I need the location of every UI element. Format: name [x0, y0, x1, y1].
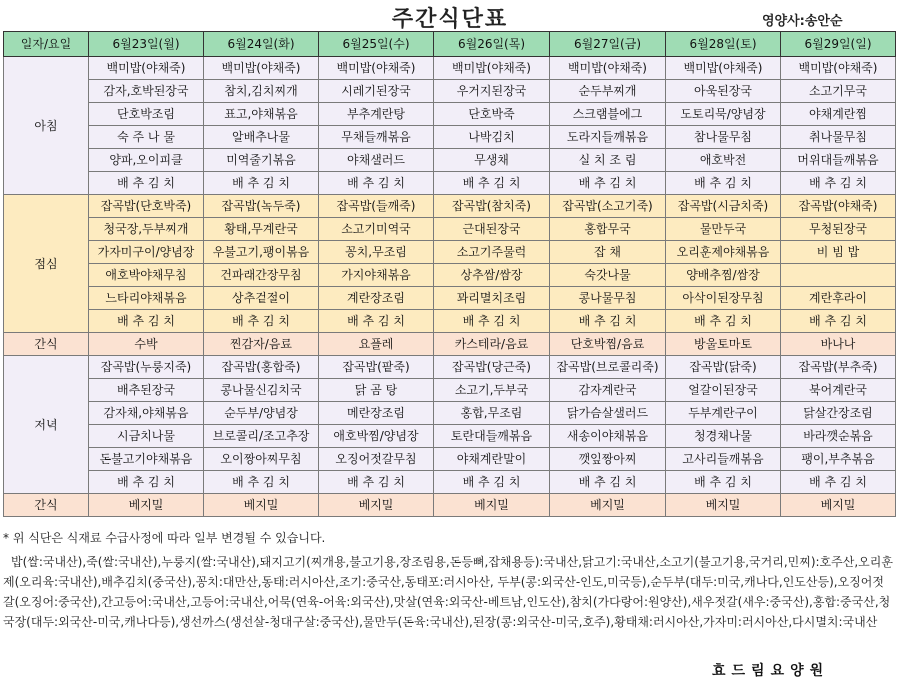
dinner-row	[4, 448, 896, 471]
menu-cell: 배 추 김 치	[204, 310, 319, 333]
menu-cell: 베지밀	[666, 494, 781, 517]
menu-cell: 잡곡밥(단호박죽)	[89, 195, 204, 218]
weekly-menu-table	[3, 31, 896, 517]
menu-cell: 방울토마토	[666, 333, 781, 356]
dinner-row	[4, 379, 896, 402]
menu-cell: 야채샐러드	[319, 149, 434, 172]
menu-cell: 잡곡밥(부추죽)	[781, 356, 896, 379]
menu-cell: 백미밥(야채죽)	[434, 57, 550, 80]
day-header: 6월25일(수)	[319, 32, 434, 57]
menu-cell: 베지밀	[204, 494, 319, 517]
menu-cell: 바나나	[781, 333, 896, 356]
menu-cell: 배추된장국	[89, 379, 204, 402]
menu-cell: 브로콜리/조고추장	[204, 425, 319, 448]
menu-cell: 소고기주물럭	[434, 241, 550, 264]
menu-cell: 잡곡밥(소고기죽)	[550, 195, 666, 218]
facility-name: 효드림요양원	[712, 663, 830, 679]
menu-cell: 오리훈제야채볶음	[666, 241, 781, 264]
menu-cell: 잡 채	[550, 241, 666, 264]
menu-cell: 순두부/양념장	[204, 402, 319, 425]
menu-cell: 배 추 김 치	[666, 310, 781, 333]
menu-cell: 카스테라/음료	[434, 333, 550, 356]
menu-cell: 배 추 김 치	[204, 172, 319, 195]
menu-cell: 배 추 김 치	[434, 471, 550, 494]
breakfast-row	[4, 149, 896, 172]
day-header: 6월24일(화)	[204, 32, 319, 57]
menu-cell: 황태,무계란국	[204, 218, 319, 241]
menu-cell: 홍합,무조림	[434, 402, 550, 425]
menu-cell: 계란후라이	[781, 287, 896, 310]
snack-row	[4, 333, 896, 356]
breakfast-row	[4, 126, 896, 149]
menu-cell: 꽁치,무조림	[319, 241, 434, 264]
nutritionist-label: 영양사:송안순	[762, 14, 843, 29]
meal-label: 점심	[4, 195, 89, 333]
menu-cell: 백미밥(야채죽)	[666, 57, 781, 80]
menu-cell: 나박김치	[434, 126, 550, 149]
menu-cell: 새송이야채볶음	[550, 425, 666, 448]
meal-label: 간식	[4, 333, 89, 356]
menu-cell: 참나물무침	[666, 126, 781, 149]
menu-cell: 배 추 김 치	[781, 172, 896, 195]
menu-cell: 소고기무국	[781, 80, 896, 103]
menu-cell: 비 빔 밥	[781, 241, 896, 264]
meal-label: 저녁	[4, 356, 89, 494]
menu-cell: 팽이,부추볶음	[781, 448, 896, 471]
menu-cell: 우불고기,팽이볶음	[204, 241, 319, 264]
menu-cell: 표고,야채볶음	[204, 103, 319, 126]
menu-cell: 잡곡밥(브로콜리죽)	[550, 356, 666, 379]
menu-cell: 고사리들깨볶음	[666, 448, 781, 471]
menu-cell: 깻잎짱아찌	[550, 448, 666, 471]
menu-cell: 시금치나물	[89, 425, 204, 448]
menu-cell: 야채계란찜	[781, 103, 896, 126]
menu-cell: 건파래간장무침	[204, 264, 319, 287]
menu-cell: 배 추 김 치	[666, 172, 781, 195]
menu-cell: 오이짱아찌무침	[204, 448, 319, 471]
menu-cell: 배 추 김 치	[781, 310, 896, 333]
menu-cell: 두부계란구이	[666, 402, 781, 425]
menu-cell: 실 치 조 림	[550, 149, 666, 172]
menu-cell: 배 추 김 치	[319, 172, 434, 195]
menu-cell: 잡곡밥(녹두죽)	[204, 195, 319, 218]
menu-cell: 백미밥(야채죽)	[89, 57, 204, 80]
menu-cell: 느타리야채볶음	[89, 287, 204, 310]
menu-cell: 감자,호박된장국	[89, 80, 204, 103]
menu-cell: 배 추 김 치	[434, 310, 550, 333]
menu-cell: 백미밥(야채죽)	[781, 57, 896, 80]
menu-cell: 찐감자/음료	[204, 333, 319, 356]
menu-cell	[781, 264, 896, 287]
menu-cell: 잡곡밥(누룽지죽)	[89, 356, 204, 379]
corner-cell: 일자/요일	[4, 32, 89, 57]
menu-cell: 숙 주 나 물	[89, 126, 204, 149]
menu-cell: 잡곡밥(홍합죽)	[204, 356, 319, 379]
menu-cell: 물만두국	[666, 218, 781, 241]
menu-cell: 홍합무국	[550, 218, 666, 241]
menu-cell: 부추계란탕	[319, 103, 434, 126]
menu-cell: 단호박조림	[89, 103, 204, 126]
menu-cell: 돈불고기야채볶음	[89, 448, 204, 471]
menu-cell: 순두부찌개	[550, 80, 666, 103]
menu-cell: 애호박야채무침	[89, 264, 204, 287]
menu-cell: 숙갓나물	[550, 264, 666, 287]
change-notice: * 위 식단은 식재료 수급사정에 따라 일부 변경될 수 있습니다.	[3, 531, 326, 545]
page-title: 주간식단표	[391, 7, 509, 32]
menu-cell: 백미밥(야채죽)	[319, 57, 434, 80]
menu-cell: 배 추 김 치	[550, 310, 666, 333]
menu-cell: 감자계란국	[550, 379, 666, 402]
day-header: 6월28일(토)	[666, 32, 781, 57]
lunch-row	[4, 195, 896, 218]
menu-cell: 잡곡밥(참치죽)	[434, 195, 550, 218]
menu-cell: 단호박죽	[434, 103, 550, 126]
menu-cell: 배 추 김 치	[666, 471, 781, 494]
lunch-row	[4, 264, 896, 287]
menu-cell: 오징어젓갈무침	[319, 448, 434, 471]
menu-cell: 배 추 김 치	[319, 471, 434, 494]
menu-cell: 배 추 김 치	[89, 172, 204, 195]
menu-cell: 잡곡밥(팥죽)	[319, 356, 434, 379]
dinner-row	[4, 425, 896, 448]
menu-cell: 배 추 김 치	[550, 471, 666, 494]
dinner-row	[4, 356, 896, 379]
menu-cell: 메란장조림	[319, 402, 434, 425]
menu-cell: 배 추 김 치	[204, 471, 319, 494]
menu-cell: 잡곡밥(닭죽)	[666, 356, 781, 379]
menu-cell: 닭가슴살샐러드	[550, 402, 666, 425]
menu-cell: 야채계란말이	[434, 448, 550, 471]
menu-cell: 배 추 김 치	[319, 310, 434, 333]
menu-cell: 참치,김치찌개	[204, 80, 319, 103]
menu-cell: 잡곡밥(시금치죽)	[666, 195, 781, 218]
menu-cell: 시레기된장국	[319, 80, 434, 103]
menu-cell: 배 추 김 치	[89, 471, 204, 494]
menu-cell: 애호박전	[666, 149, 781, 172]
menu-cell: 머위대들깨볶음	[781, 149, 896, 172]
menu-cell: 수박	[89, 333, 204, 356]
menu-cell: 청국장,두부찌개	[89, 218, 204, 241]
menu-cell: 백미밥(야채죽)	[550, 57, 666, 80]
menu-cell: 아삭이된장무침	[666, 287, 781, 310]
menu-cell: 토란대들깨볶음	[434, 425, 550, 448]
menu-body	[4, 32, 896, 517]
menu-cell: 배 추 김 치	[434, 172, 550, 195]
menu-cell: 요플레	[319, 333, 434, 356]
lunch-row	[4, 287, 896, 310]
menu-cell: 도토리묵/양념장	[666, 103, 781, 126]
menu-cell: 근대된장국	[434, 218, 550, 241]
menu-cell: 배 추 김 치	[89, 310, 204, 333]
day-header: 6월29일(일)	[781, 32, 896, 57]
menu-cell: 알배추나물	[204, 126, 319, 149]
menu-cell: 청경채나물	[666, 425, 781, 448]
menu-cell: 감자채,야채볶음	[89, 402, 204, 425]
dinner-row	[4, 471, 896, 494]
menu-cell: 얼갈이된장국	[666, 379, 781, 402]
menu-cell: 베지밀	[434, 494, 550, 517]
menu-cell: 가지야채볶음	[319, 264, 434, 287]
menu-cell: 배 추 김 치	[781, 471, 896, 494]
menu-cell: 꽈리멸치조림	[434, 287, 550, 310]
dinner-row	[4, 402, 896, 425]
menu-cell: 미역줄기볶음	[204, 149, 319, 172]
menu-cell: 베지밀	[89, 494, 204, 517]
origin-info: 밥(쌀:국내산),죽(쌀:국내산),누룽지(쌀:국내산),돼지고기(찌개용,불고기용,장조림용,돈등뼈,잡채용등):국내산,닭고기:국내산,소고기(불고기용,국거리,민찌):호주산,오리훈제(오리육:국내산),배추김치(중국산),꽁치:대만산,동태:러시아산,조기:중국산,동태포:러시아산, 두부(콩:외국산-인도,미국등),순두부(대두:미국,캐나다,인도산등),오징어젓갈(오징어:중국산),간고등어:국내산,고등어:국내산,어묵(연육-어육:외국산),맛살(연육:외국산-베트남,인도산),참치(가다랑어:원양산),새우젓갈(새우:중국산),홍합:중국산,청국장(대두:외국산-미국,캐나다등),생선까스(생선살-청대구살:중국산),물만두(돈육:국내산),된장(콩:외국산-미국,호주),황태채:러시아산,가자미:러시아산,다시멸치:국내산	[3, 555, 893, 629]
menu-cell: 베지밀	[550, 494, 666, 517]
menu-cell: 무청된장국	[781, 218, 896, 241]
menu-cell: 백미밥(야채죽)	[204, 57, 319, 80]
menu-cell: 바라깻순볶음	[781, 425, 896, 448]
menu-cell: 닭 곰 탕	[319, 379, 434, 402]
menu-cell: 양배추찜/쌈장	[666, 264, 781, 287]
day-header: 6월26일(목)	[434, 32, 550, 57]
menu-cell: 배 추 김 치	[550, 172, 666, 195]
menu-cell: 소고기,두부국	[434, 379, 550, 402]
menu-cell: 취나물무침	[781, 126, 896, 149]
menu-cell: 상추쌈/쌈장	[434, 264, 550, 287]
menu-cell: 단호박찜/음료	[550, 333, 666, 356]
menu-cell: 북어계란국	[781, 379, 896, 402]
header-row	[4, 32, 896, 57]
lunch-row	[4, 218, 896, 241]
lunch-row	[4, 241, 896, 264]
meal-label: 아침	[4, 57, 89, 195]
breakfast-row	[4, 57, 896, 80]
day-header: 6월27일(금)	[550, 32, 666, 57]
menu-cell: 아욱된장국	[666, 80, 781, 103]
menu-cell: 닭살간장조림	[781, 402, 896, 425]
menu-cell: 우거지된장국	[434, 80, 550, 103]
menu-cell: 콩나물신김치국	[204, 379, 319, 402]
menu-cell: 잡곡밥(들깨죽)	[319, 195, 434, 218]
menu-cell: 무채들깨볶음	[319, 126, 434, 149]
menu-cell: 상추겉절이	[204, 287, 319, 310]
menu-cell: 베지밀	[319, 494, 434, 517]
breakfast-row	[4, 103, 896, 126]
menu-cell: 양파,오이피클	[89, 149, 204, 172]
lunch-row	[4, 310, 896, 333]
menu-cell: 콩나물무침	[550, 287, 666, 310]
menu-cell: 베지밀	[781, 494, 896, 517]
menu-cell: 소고기미역국	[319, 218, 434, 241]
menu-cell: 가자미구이/양념장	[89, 241, 204, 264]
menu-cell: 도라지들깨볶음	[550, 126, 666, 149]
day-header: 6월23일(월)	[89, 32, 204, 57]
menu-cell: 잡곡밥(당근죽)	[434, 356, 550, 379]
meal-label: 간식	[4, 494, 89, 517]
menu-cell: 애호박찜/양념장	[319, 425, 434, 448]
snack2-row	[4, 494, 896, 517]
menu-cell: 무생채	[434, 149, 550, 172]
menu-cell: 계란장조림	[319, 287, 434, 310]
menu-cell: 스크램블에그	[550, 103, 666, 126]
menu-cell: 잡곡밥(야채죽)	[781, 195, 896, 218]
breakfast-row	[4, 80, 896, 103]
breakfast-row	[4, 172, 896, 195]
